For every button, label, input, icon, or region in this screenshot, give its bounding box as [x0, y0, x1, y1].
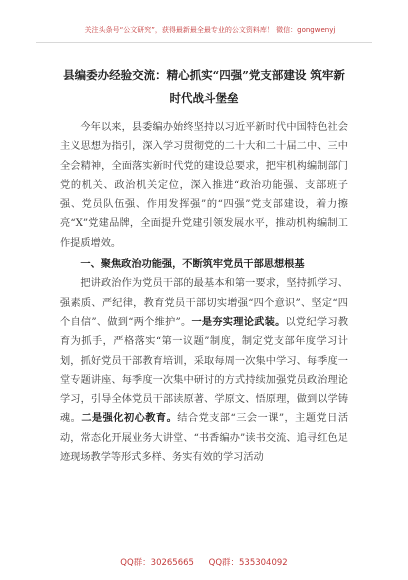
- title-line-1: 县编委办经验交流：精心抓实“四强”党支部建设 筑牢新: [63, 68, 345, 82]
- document-body: [60, 118, 348, 467]
- title-line-2: 时代战斗堡垒: [169, 91, 239, 105]
- lead-phrase: 一是夯实理论武装。: [191, 315, 286, 328]
- footer-qq-1: QQ群：30265665: [120, 558, 194, 568]
- intro-paragraph: 今年以来，县委编办始终坚持以习近平新时代中国特色社会主义思想为指引，深入学习贯彻党的二十大和二十届二中、三中全会精神，全面落实新时代党的建设总要求，把牢机构编制部门党的机关、政治机关定位，深入推进“政治功能强、支部班子强、党员队伍强、作用发挥强”的“四强”党支部建设，着力擦亮“X”党建品牌，全面提升党建引领发展水平，推动机构编制工作提质增效。: [60, 122, 348, 249]
- lead-phrase: 二是强化初心教育。: [81, 412, 178, 425]
- paragraph-text: 以党纪学习教育为抓手，严格落实“第一议题”制度，制定党支部年度学习计划，抓好党员干部教育培训，采取每周一次集中学习、每季度一堂专题讲座、每季度一次集中研讨的方式持续加强党员政治理论学习，引导全体党员干部读原著、学原文、悟原理，做到以学铸魂。: [60, 316, 349, 425]
- footer-qq-2: QQ群：535304092: [208, 558, 288, 568]
- section-1-paragraph-1: [60, 274, 348, 467]
- document-title: [48, 64, 360, 110]
- header-banner: 关注头条号“公文研究”，获得最新最全最专业的公文资料库！ 微信：gongwenyj: [84, 26, 336, 34]
- header-divider: [36, 42, 372, 43]
- paragraph-text: 结合党支部“三会一课”，主题党日活动，常态化开展业务大讲堂、“书香编办”读书交流、追寻红色足迹现场教学等形式多样、务实有效的学习活动: [60, 413, 349, 464]
- paragraph-text: 把讲政治作为党员干部的最基本和第一要求，坚持抓学习、强素质、严纪律，教育党员干部切实增强“四个意识”、坚定“四个自信”、做到“两个维护”。: [60, 278, 348, 328]
- section-1-heading: 一、聚焦政治功能强，不断筑牢党员干部思想根基: [80, 258, 305, 271]
- footer: [60, 556, 348, 568]
